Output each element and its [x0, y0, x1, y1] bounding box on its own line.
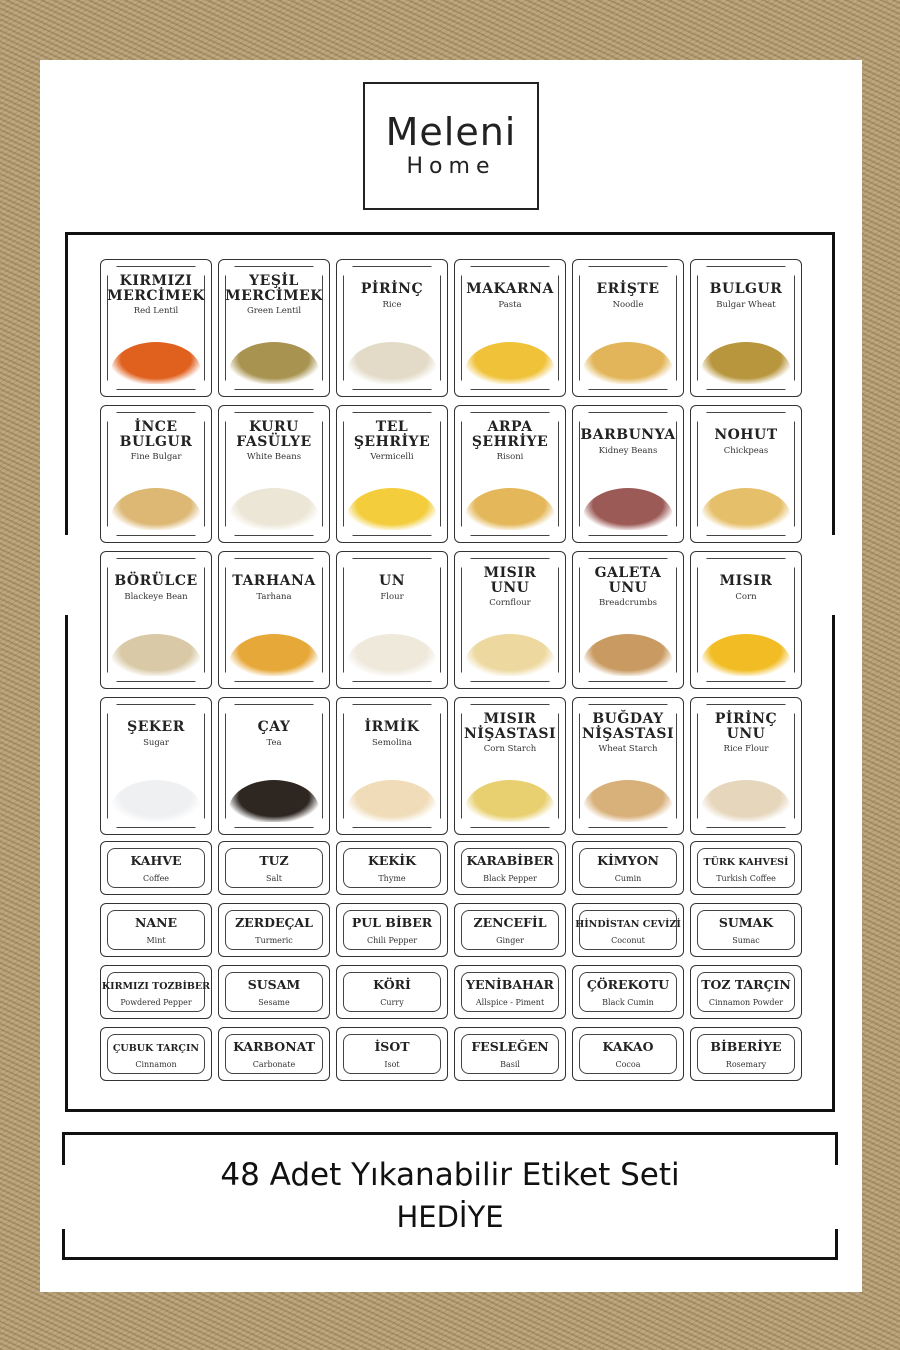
spice-label: [572, 841, 684, 895]
food-label: [572, 259, 684, 397]
label-turkish: KIRMIZI TOZBİBER: [101, 981, 211, 992]
label-english: Cornflour: [489, 598, 531, 608]
label-turkish: KAKAO: [602, 1039, 654, 1054]
label-english: Risoni: [496, 452, 524, 462]
label-english: Tea: [266, 738, 282, 748]
label-english: Corn: [735, 592, 757, 602]
spice-label: [690, 1027, 802, 1081]
spice-label: [218, 965, 330, 1019]
label-english: Wheat Starch: [598, 744, 658, 754]
food-label: [100, 551, 212, 689]
label-turkish: ÇAY: [257, 719, 291, 735]
food-label: [690, 405, 802, 543]
label-english: Coffee: [142, 874, 170, 883]
label-english: Breadcrumbs: [598, 598, 657, 608]
label-english: Coconut: [611, 936, 645, 945]
label-turkish: İSOT: [374, 1039, 410, 1054]
label-turkish: BÖRÜLCE: [114, 573, 198, 589]
label-turkish: KARBONAT: [233, 1039, 315, 1054]
spice-label: [336, 965, 448, 1019]
label-english: Basil: [500, 1060, 520, 1069]
label-turkish: PUL BİBER: [351, 915, 433, 930]
label-english: Black Pepper: [483, 874, 537, 883]
label-turkish: ŞEKER: [127, 719, 185, 735]
label-english: Red Lentil: [133, 306, 179, 316]
label-turkish: SUMAK: [718, 915, 774, 930]
label-english: Tarhana: [256, 592, 292, 602]
label-turkish: KEKİK: [368, 853, 416, 868]
food-label: [572, 405, 684, 543]
spice-label: [100, 841, 212, 895]
label-turkish: İRMİK: [364, 719, 420, 735]
label-turkish: MISIR: [719, 573, 773, 589]
spice-label: [100, 1027, 212, 1081]
label-english: Thyme: [378, 874, 406, 883]
label-english: Rice Flour: [723, 744, 769, 754]
label-turkish: İNCE BULGUR: [119, 419, 193, 450]
food-label: [336, 405, 448, 543]
label-turkish: KİMYON: [597, 853, 659, 868]
food-label: [454, 551, 566, 689]
footer-banner: [65, 1132, 835, 1260]
label-turkish: BİBERİYE: [710, 1039, 782, 1054]
label-english: Black Cumin: [602, 998, 654, 1007]
label-turkish: NANE: [134, 915, 178, 930]
label-turkish: BULGUR: [709, 281, 783, 297]
label-turkish: KIRMIZI MERCİMEK: [107, 273, 205, 304]
label-english: Semolina: [371, 738, 412, 748]
spice-label: [336, 1027, 448, 1081]
label-english: Mint: [146, 936, 166, 945]
label-sheet-frame: [65, 232, 835, 1112]
footer-title: 48 Adet Yıkanabilir Etiket Seti: [220, 1157, 680, 1193]
label-english: Turkish Coffee: [716, 874, 776, 883]
label-english: Corn Starch: [483, 744, 537, 754]
food-label: [690, 697, 802, 835]
food-label: [100, 405, 212, 543]
spice-label: [454, 1027, 566, 1081]
label-english: Fine Bulgar: [130, 452, 182, 462]
spice-label: [100, 903, 212, 957]
label-english: Green Lentil: [246, 306, 302, 316]
label-english: Powdered Pepper: [120, 998, 192, 1007]
label-english: Curry: [380, 998, 404, 1007]
brand-name: Meleni: [385, 110, 517, 154]
spice-label: [572, 965, 684, 1019]
spice-label: [572, 903, 684, 957]
label-english: Kidney Beans: [598, 446, 658, 456]
label-turkish: MAKARNA: [466, 281, 554, 297]
food-label: [572, 697, 684, 835]
food-label: [218, 697, 330, 835]
label-english: Sugar: [143, 738, 169, 748]
food-label: [454, 259, 566, 397]
food-label: [336, 551, 448, 689]
food-label: [454, 405, 566, 543]
label-turkish: UN: [378, 573, 405, 589]
label-english: Bulgar Wheat: [716, 300, 776, 310]
label-english: Cocoa: [615, 1060, 641, 1069]
label-english: Carbonate: [252, 1060, 296, 1069]
label-turkish: KAHVE: [130, 853, 182, 868]
label-english: Sesame: [258, 998, 290, 1007]
label-english: Cinnamon Powder: [708, 998, 784, 1007]
label-english: Vermicelli: [370, 452, 414, 462]
food-label: [572, 551, 684, 689]
food-label: [690, 551, 802, 689]
spice-label: [218, 841, 330, 895]
food-label: [690, 259, 802, 397]
food-label: [100, 259, 212, 397]
spice-label: [690, 965, 802, 1019]
spice-label: [218, 903, 330, 957]
label-english: Noodle: [612, 300, 644, 310]
label-english: Pasta: [498, 300, 522, 310]
poster: [40, 60, 862, 1292]
spice-label: [336, 903, 448, 957]
food-label: [218, 405, 330, 543]
label-english: Chili Pepper: [366, 936, 418, 945]
spice-label: [454, 903, 566, 957]
food-label: [218, 551, 330, 689]
label-turkish: SUSAM: [247, 977, 301, 992]
spice-label: [454, 965, 566, 1019]
brand-logo: [363, 82, 539, 210]
label-turkish: BARBUNYA: [580, 427, 676, 443]
spice-label: [690, 841, 802, 895]
label-turkish: KÖRİ: [373, 977, 411, 992]
spice-label: [690, 903, 802, 957]
label-turkish: TEL ŞEHRİYE: [353, 419, 431, 450]
label-english: Isot: [384, 1060, 400, 1069]
label-english: Blackeye Bean: [124, 592, 188, 602]
label-english: Turmeric: [255, 936, 293, 945]
label-turkish: FESLEĞEN: [471, 1039, 549, 1054]
label-turkish: ERİŞTE: [596, 281, 660, 297]
food-label: [218, 259, 330, 397]
label-turkish: KURU FASÜLYE: [236, 419, 312, 450]
label-turkish: BUĞDAY NİŞASTASI: [581, 711, 675, 742]
label-turkish: ARPA ŞEHRİYE: [471, 419, 549, 450]
spice-label: [218, 1027, 330, 1081]
label-turkish: MISIR UNU: [483, 565, 537, 596]
label-english: Allspice - Piment: [475, 998, 545, 1007]
label-turkish: ZENCEFİL: [473, 915, 547, 930]
food-label: [336, 259, 448, 397]
brand-sub: Home: [406, 154, 496, 179]
label-english: Cumin: [614, 874, 642, 883]
label-turkish: KARABİBER: [466, 853, 554, 868]
label-english: Rice: [382, 300, 402, 310]
label-turkish: MISIR NİŞASTASI: [463, 711, 557, 742]
footer-subtitle: HEDİYE: [396, 1200, 504, 1234]
label-turkish: HİNDİSTAN CEVİZİ: [575, 919, 681, 930]
label-english: Ginger: [496, 936, 524, 945]
label-english: Chickpeas: [723, 446, 769, 456]
label-turkish: GALETA UNU: [594, 565, 662, 596]
food-label: [454, 697, 566, 835]
label-english: White Beans: [246, 452, 302, 462]
spice-label: [336, 841, 448, 895]
label-turkish: NOHUT: [714, 427, 778, 443]
food-label: [336, 697, 448, 835]
label-turkish: YENİBAHAR: [466, 977, 554, 992]
spice-label: [572, 1027, 684, 1081]
label-turkish: TÜRK KAHVESİ: [703, 857, 789, 868]
label-english: Flour: [380, 592, 404, 602]
label-turkish: PİRİNÇ: [360, 281, 424, 297]
label-turkish: TOZ TARÇIN: [701, 977, 791, 992]
label-turkish: ÇUBUK TARÇIN: [112, 1043, 200, 1054]
label-turkish: ZERDEÇAL: [235, 915, 313, 930]
label-english: Rosemary: [725, 1060, 767, 1069]
label-turkish: PİRİNÇ UNU: [714, 711, 778, 742]
label-turkish: ÇÖREKOTU: [586, 977, 670, 992]
spice-label: [454, 841, 566, 895]
label-english: Sumac: [732, 936, 760, 945]
label-english: Cinnamon: [135, 1060, 177, 1069]
food-label: [100, 697, 212, 835]
label-turkish: YEŞİL MERCİMEK: [225, 273, 323, 304]
label-english: Salt: [265, 874, 283, 883]
label-turkish: TUZ: [259, 853, 289, 868]
spice-label: [100, 965, 212, 1019]
label-turkish: TARHANA: [232, 573, 316, 589]
